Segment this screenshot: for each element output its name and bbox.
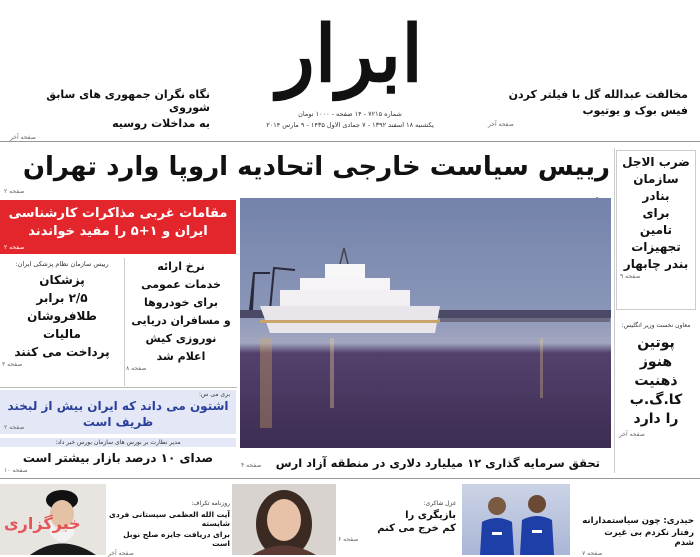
teaser-line: فیس بوک و یوتیوب (582, 104, 688, 117)
page-ref: صفحه آخر (108, 550, 134, 557)
page-ref: صفحه ۸ (126, 365, 147, 372)
doctors-story[interactable] (2, 260, 122, 368)
story-line: رفتار نکردم بی غیرت شدم (604, 528, 694, 548)
headline-page-ref: صفحه ۲ (4, 188, 25, 195)
divider (0, 141, 700, 142)
teaser-line: نگاه نگران جمهوری های سابق شوروی (46, 88, 210, 114)
masthead (240, 0, 460, 140)
story-line: طلافروشان (27, 309, 97, 323)
red-box-line: مقامات غربی مذاکرات کارشناسی (8, 206, 228, 221)
right-story-putin[interactable] (616, 322, 696, 472)
story-line: هنوز (639, 354, 673, 370)
story-line: تجهیزات (631, 240, 681, 254)
red-box-line: ایران و ۱+۵ را مفید خواندند (28, 224, 208, 239)
story-kicker: غزل شاکری: (423, 500, 456, 507)
story-line: پزشکان (39, 273, 85, 287)
right-story-chabahar[interactable] (616, 150, 696, 310)
teaser-line: مخالفت عبدالله گل با فیلتر کردن (508, 88, 688, 101)
story-line: نرخ ارائه (157, 260, 205, 273)
top-left-teaser[interactable] (10, 88, 210, 141)
story-line: و مسافران دریایی (131, 314, 231, 327)
issue-date: یکشنبه ۱۸ اسفند ۱۳۹۲ - ۷ جمادی الاول ۱۴۳۵ - ۹ مارس ۲۰۱۴ (266, 121, 434, 129)
story-line: تامین (639, 223, 673, 237)
story-line: بنادر (642, 189, 670, 203)
page-ref: صفحه آخر (619, 431, 645, 438)
cleric-photo (0, 484, 106, 555)
story-line: برای (642, 206, 670, 220)
page-ref: صفحه ۳ (2, 361, 23, 368)
divider (0, 387, 237, 388)
caption-text: تحقق سرمایه گذاری ۱۲ میلیارد دلاری در منطقه آزاد ارس (275, 456, 600, 470)
red-headline-box[interactable] (0, 200, 236, 254)
blue-box-page-ref: صفحه ۲ (4, 424, 25, 431)
page-ref: صفحه آخر (10, 134, 36, 141)
box-line: ظریف است (82, 415, 154, 429)
page-ref: صفحه آخر (488, 121, 514, 128)
bottom-story-shakeri[interactable] (338, 500, 456, 543)
actress-photo (232, 484, 336, 555)
story-line: کم خرج می کنم (377, 523, 456, 534)
newspaper-logo: ابرار (277, 9, 423, 100)
story-line: پرداخت می کنند (14, 345, 110, 359)
story-kicker: روزنامه تکراف: (191, 500, 230, 507)
story-line: برای خودروها (143, 296, 219, 309)
story-line: آیت الله العظمی سیستانی فردی شایسته (109, 510, 230, 528)
issue-meta: شماره ۷۲۱۵ - ۱۴ صفحه - ۱۰۰۰ تومان (298, 110, 402, 118)
football-photo (462, 484, 570, 555)
red-box-page-ref: صفحه ۲ (4, 244, 25, 251)
photo-caption[interactable] (250, 452, 600, 471)
teaser-line: به مداخلات روسیه (112, 117, 210, 130)
bourse-text: صدای ۱۰ درصد بازار بیشتر است (22, 451, 214, 465)
story-line: برای دریافت جایزه صلح نوبل است (123, 530, 230, 548)
divider (0, 478, 700, 479)
column-divider (124, 258, 125, 386)
story-line: ۲/۵ برابر (36, 291, 88, 305)
story-line: پوتین (637, 335, 675, 351)
page-ref: صفحه ۷ (582, 550, 603, 557)
ashton-box[interactable] (0, 390, 236, 434)
box-kicker: بری می س: (198, 391, 230, 398)
page-ref: صفحه ۹ (620, 273, 641, 280)
ship-photo-illustration (240, 198, 611, 448)
bourse-kicker: مدیر نظارت بر بورس های سازمان بورس خبر داد: (0, 438, 236, 447)
headline-text: رییس سیاست خارجی اتحادیه اروپا وارد تهران (22, 152, 610, 182)
story-line: کا.گ.ب (629, 392, 683, 408)
story-line: را دارد (633, 411, 679, 427)
story-line: نوروزی کیش (145, 332, 217, 345)
kish-story[interactable] (126, 260, 236, 372)
story-line: خدمات عمومی (141, 278, 221, 291)
story-line: سازمان (633, 172, 679, 186)
story-line: مالیات (43, 327, 81, 341)
story-kicker: رییس سازمان نظام پزشکی ایران: (15, 260, 109, 268)
bottom-story-heydari[interactable] (582, 516, 694, 557)
caption-page-ref: صفحه ۴ (241, 462, 262, 469)
story-line: حیدری: چون سیاستمدارانه (582, 516, 694, 526)
watermark-label: خبرگزاری (4, 514, 81, 533)
story-line: بندر چابهار (623, 257, 689, 271)
bottom-story-sistani[interactable] (108, 500, 230, 557)
main-photo (240, 198, 611, 448)
story-line: ذهنیت (634, 373, 678, 389)
story-line: اعلام شد (156, 350, 206, 363)
page-ref: صفحه ۶ (338, 536, 359, 543)
top-right-teaser[interactable] (488, 88, 688, 128)
column-divider (614, 148, 615, 473)
story-line: ضرب الاجل (622, 155, 690, 169)
bourse-page-ref: صفحه ۱۰ (4, 467, 28, 474)
bourse-story[interactable] (0, 438, 236, 465)
story-kicker: معاون نخست وزیر انگلیس: (621, 322, 691, 329)
story-line: بازیگری را (405, 510, 456, 521)
box-line: اشتون می داند که ایران بیش از لبخند (7, 399, 229, 413)
